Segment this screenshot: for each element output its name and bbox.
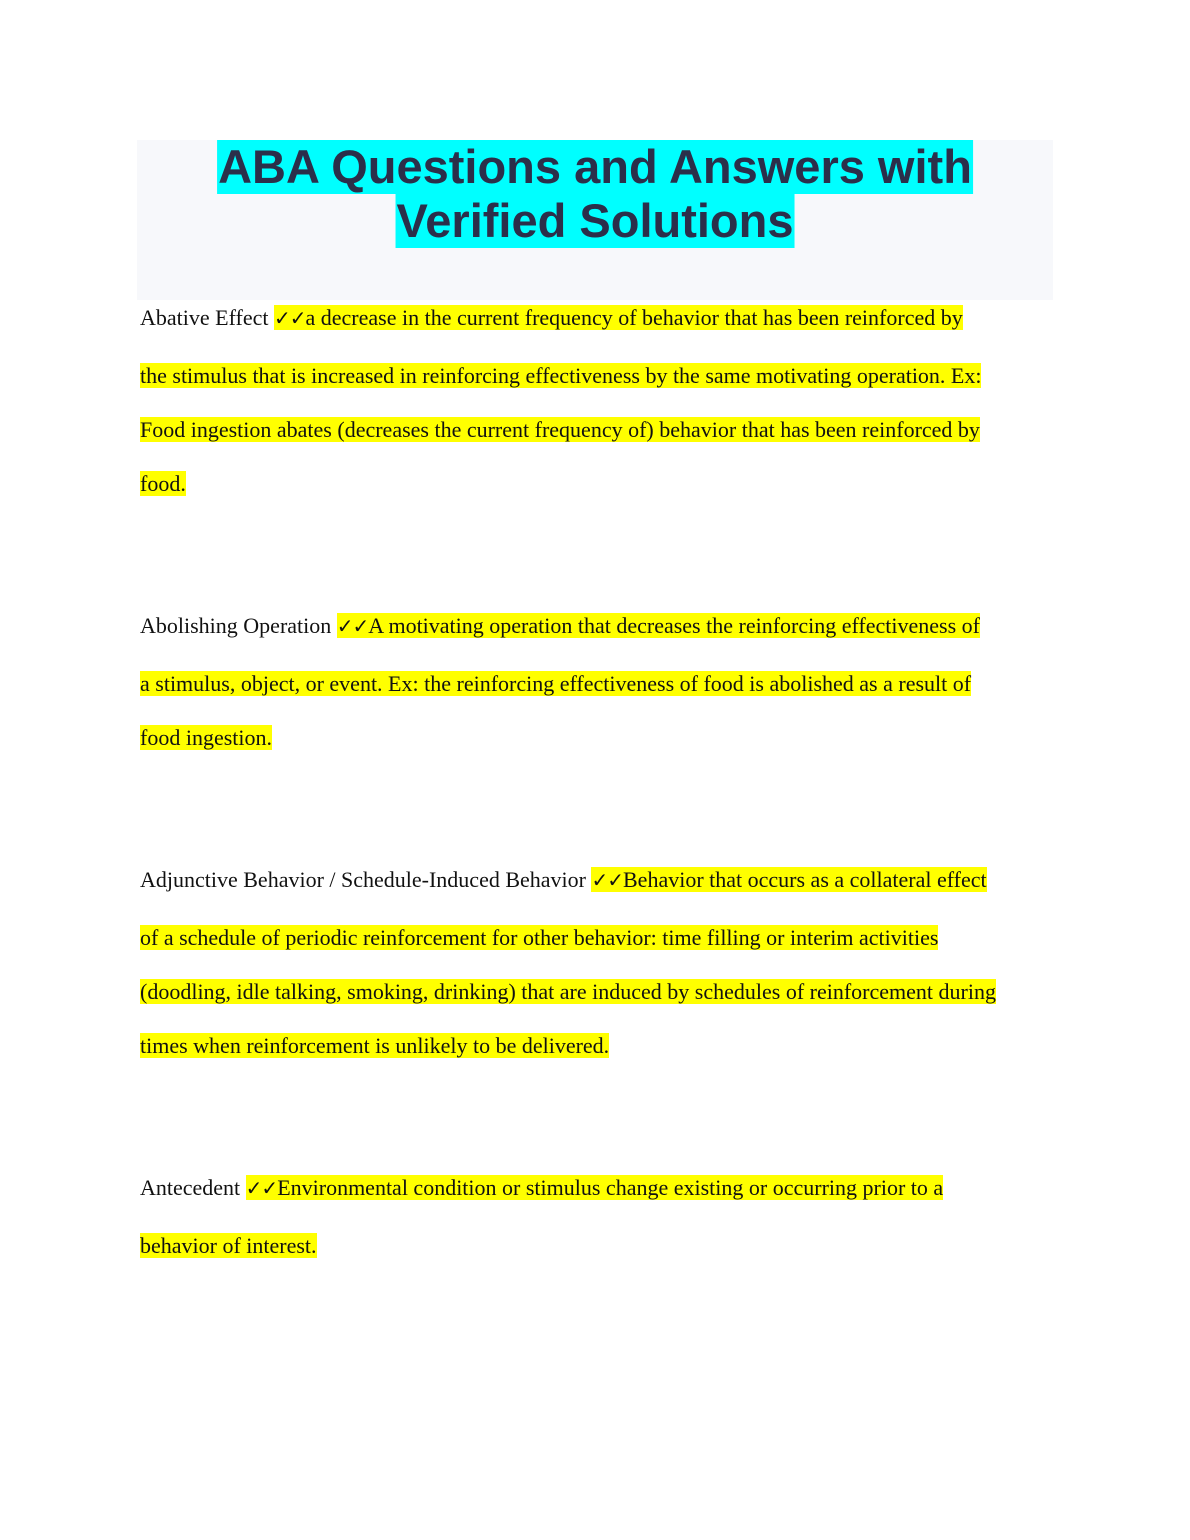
entry-definition-line: of a schedule of periodic reinforcement for other behavior: time filling or interim activities	[140, 925, 939, 950]
entry-definition-line: food ingestion.	[140, 725, 272, 750]
entry-definition-line: Environmental condition or stimulus change existing or occurring prior to a	[277, 1175, 944, 1200]
entry-term: Abative Effect	[140, 305, 269, 330]
title-banner	[137, 140, 1053, 300]
entry-definition-line: food.	[140, 471, 186, 496]
document-title-line-1: ABA Questions and Answers with	[218, 140, 972, 193]
entry-term: Abolishing Operation	[140, 613, 332, 638]
entry-definition-line: the stimulus that is increased in reinforcing effectiveness by the same motivating operation. Ex:	[140, 363, 982, 388]
entry-first-line	[140, 613, 980, 639]
checkmark-icon: ✓✓	[591, 868, 623, 892]
entry-definition-line: a stimulus, object, or event. Ex: the reinforcing effectiveness of food is abolished as a result of	[140, 671, 972, 696]
entry-definition-line: behavior of interest.	[140, 1233, 317, 1258]
document-title-line-2: Verified Solutions	[396, 194, 794, 247]
entry-definition-line: a decrease in the current frequency of behavior that has been reinforced by	[305, 305, 963, 330]
entry-first-line	[140, 1175, 943, 1201]
entry-definition-line: A motivating operation that decreases the reinforcing effectiveness of	[368, 613, 980, 638]
entry-definition-line: Behavior that occurs as a collateral effect	[623, 867, 987, 892]
checkmark-icon: ✓✓	[273, 306, 306, 330]
entry-first-line	[140, 867, 987, 893]
entry-term: Adjunctive Behavior / Schedule-Induced Behavior	[140, 867, 586, 892]
entry-definition-line: Food ingestion abates (decreases the current frequency of) behavior that has been reinforced by	[140, 417, 980, 442]
entry-definition-line: (doodling, idle talking, smoking, drinking) that are induced by schedules of reinforcement during	[140, 979, 996, 1004]
entry-term: Antecedent	[140, 1175, 241, 1200]
checkmark-icon: ✓✓	[245, 1176, 278, 1200]
checkmark-icon: ✓✓	[336, 614, 369, 638]
entry-definition-line: times when reinforcement is unlikely to be delivered.	[140, 1033, 610, 1058]
entry-first-line	[140, 305, 963, 331]
